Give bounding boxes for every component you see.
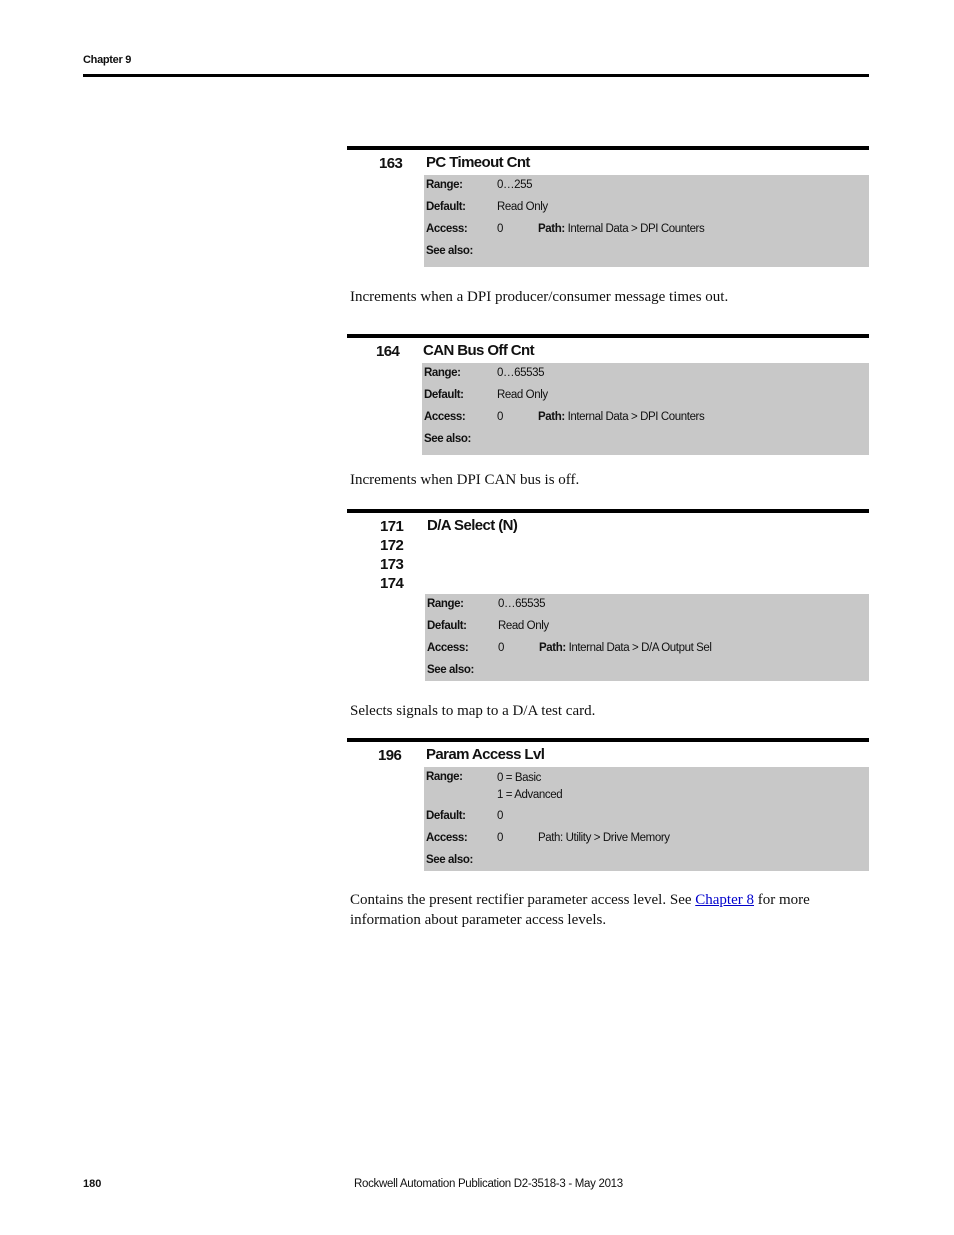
see-also-label: See also: xyxy=(427,664,474,676)
publication-info: Rockwell Automation Publication D2-3518-3 - May 2013 xyxy=(354,1178,623,1190)
param-name: CAN Bus Off Cnt xyxy=(423,342,534,359)
access-value: 0 xyxy=(498,642,504,654)
param-name: D/A Select (N) xyxy=(427,517,518,534)
see-also-label: See also: xyxy=(426,854,473,866)
param-163-block xyxy=(347,146,869,267)
default-label: Default: xyxy=(424,389,464,401)
param-164-block xyxy=(347,334,869,455)
path-label: Path: xyxy=(539,642,566,654)
param-number: 163 xyxy=(379,155,403,172)
default-label: Default: xyxy=(426,810,466,822)
access-label: Access: xyxy=(426,223,468,235)
range-value xyxy=(497,770,562,804)
param-number: 164 xyxy=(376,343,400,360)
page-number: 180 xyxy=(83,1178,102,1190)
param-details xyxy=(425,594,869,681)
path-value xyxy=(539,642,712,654)
access-value: 0 xyxy=(497,223,503,235)
param-name: PC Timeout Cnt xyxy=(426,154,530,171)
path-value xyxy=(538,223,704,235)
range-option: 0 = Basic xyxy=(497,772,542,784)
param-number: 171 xyxy=(380,518,404,535)
param-171-block xyxy=(347,509,869,681)
access-label: Access: xyxy=(426,832,468,844)
param-164-description: Increments when DPI CAN bus is off. xyxy=(350,472,580,488)
range-option: 1 = Advanced xyxy=(497,789,563,801)
path-text: Internal Data > D/A Output Sel xyxy=(568,642,712,654)
access-value: 0 xyxy=(497,832,503,844)
see-also-label: See also: xyxy=(426,245,473,257)
param-details xyxy=(424,175,869,267)
param-number: 172 xyxy=(380,537,404,554)
range-value: 0…255 xyxy=(497,179,533,191)
path-text: Internal Data > DPI Counters xyxy=(567,223,705,235)
param-163-description: Increments when a DPI producer/consumer message times out. xyxy=(350,289,729,305)
default-value: Read Only xyxy=(498,620,549,632)
default-label: Default: xyxy=(427,620,467,632)
param-numbers xyxy=(380,517,403,593)
param-number: 173 xyxy=(380,556,404,573)
header-rule xyxy=(83,74,869,77)
range-label: Range: xyxy=(424,367,461,379)
path-value xyxy=(538,411,704,423)
path-text: Internal Data > DPI Counters xyxy=(567,411,705,423)
description-text: Contains the present rectifier parameter access level. See xyxy=(350,892,696,908)
param-details xyxy=(424,767,869,871)
default-value: Read Only xyxy=(497,201,548,213)
access-value: 0 xyxy=(497,411,503,423)
path-value: Path: Utility > Drive Memory xyxy=(538,832,670,844)
range-label: Range: xyxy=(426,771,463,783)
path-label: Path: xyxy=(538,411,565,423)
see-also-label: See also: xyxy=(424,433,471,445)
param-details xyxy=(422,363,869,455)
param-name: Param Access Lvl xyxy=(426,746,545,763)
description-text: for more information about parameter access levels. xyxy=(350,892,810,928)
chapter-8-link[interactable]: Chapter 8 xyxy=(695,892,754,908)
default-value: Read Only xyxy=(497,389,548,401)
range-value: 0…65535 xyxy=(497,367,545,379)
param-196-block xyxy=(347,738,869,871)
chapter-label: Chapter 9 xyxy=(83,54,132,66)
param-number: 196 xyxy=(378,747,402,764)
param-171-description: Selects signals to map to a D/A test card. xyxy=(350,703,596,719)
range-label: Range: xyxy=(427,598,464,610)
param-number: 174 xyxy=(380,575,404,592)
path-label: Path: xyxy=(538,223,565,235)
access-label: Access: xyxy=(424,411,466,423)
range-label: Range: xyxy=(426,179,463,191)
range-value: 0…65535 xyxy=(498,598,546,610)
default-label: Default: xyxy=(426,201,466,213)
default-value: 0 xyxy=(497,810,503,822)
access-label: Access: xyxy=(427,642,469,654)
param-196-description xyxy=(350,890,850,930)
